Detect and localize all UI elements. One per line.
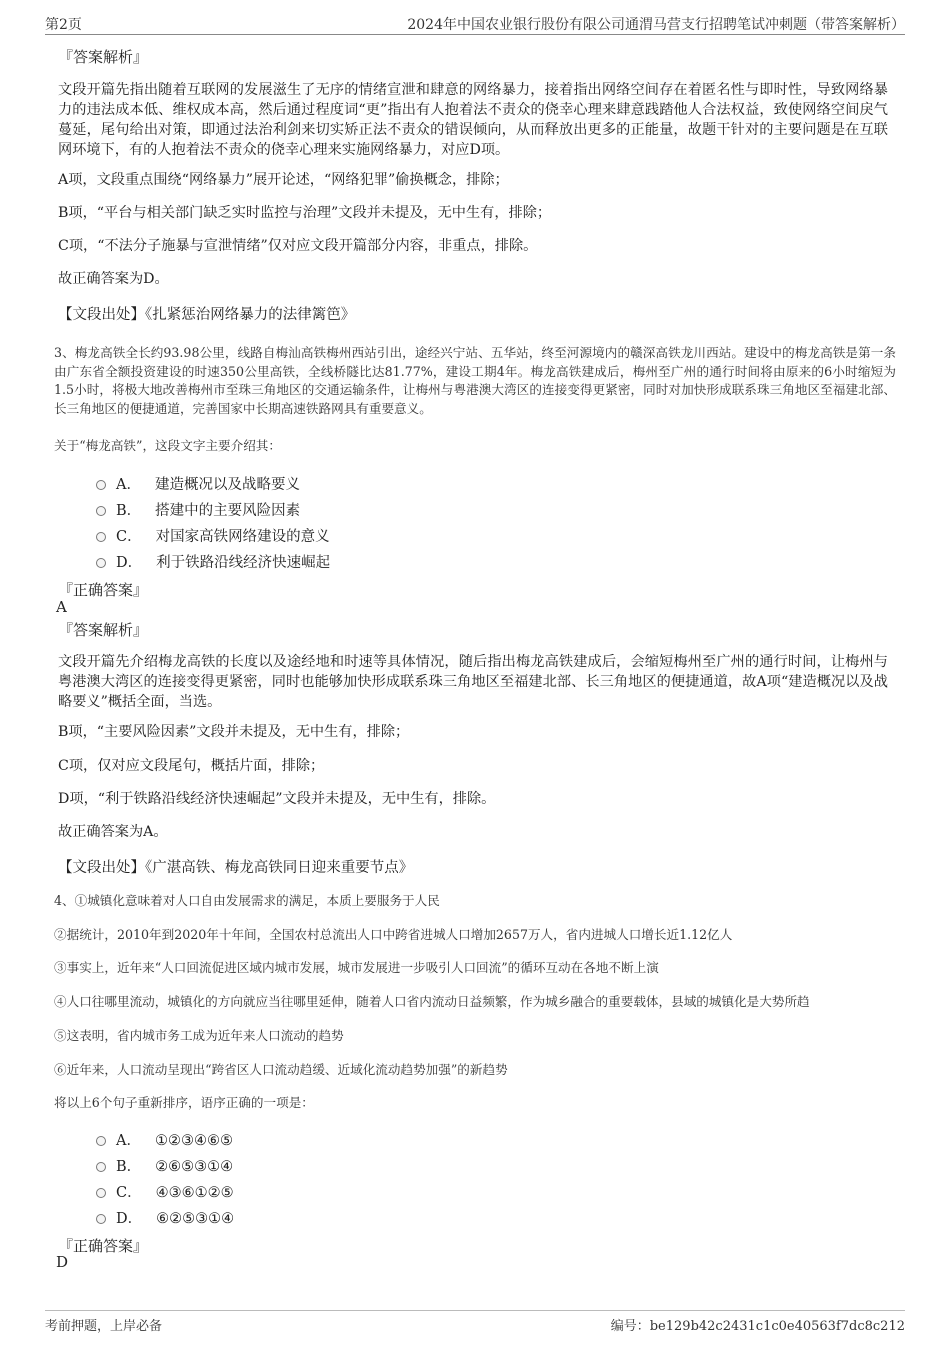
- q2-analysis-label: 『答案解析』: [58, 48, 149, 66]
- q4-question: 将以上6个句子重新排序，语序正确的一项是：: [54, 1095, 314, 1110]
- q3-analysis-text: 文段开篇先介绍梅龙高铁的长度以及途经地和时速等具体情况，随后指出梅龙高铁建成后，会缩短梅州至广州的通行时间，让梅州与粤港澳大湾区的连接变得更紧密，同时也能够加快形成联系珠三角地区至福建北部、长三角地区的便捷通道，故A项“建造概况以及战略要义”概括全面，当选。: [58, 654, 888, 710]
- q4-option-c[interactable]: C． ④③⑥①②⑤: [96, 1181, 234, 1202]
- q3-option-d-analysis: D项，“利于铁路沿线经济快速崛起”文段并未提及，无中生有，排除。: [58, 791, 496, 807]
- q4-option-a[interactable]: A． ①②③④⑥⑤: [96, 1129, 233, 1150]
- q3-option-c-analysis: C项，仅对应文段尾句，概括片面，排除；: [58, 758, 325, 774]
- q3-option-c[interactable]: C． 对国家高铁网络建设的意义: [96, 525, 330, 546]
- q3-answer: A: [56, 598, 67, 616]
- page-number: 第2页: [45, 17, 82, 33]
- q3-stem: 3、梅龙高铁全长约93.98公里，线路自梅汕高铁梅州西站引出，途经兴宁站、五华站，终至河源境内的赣深高铁龙川西站。建设中的梅龙高铁是第一条由广东省全额投资建设的时速350公里高铁，全线桥隧比达81.77%，建设工期4年。梅龙高铁建成后，梅州至广州的通行时间将由原来的6小时缩短为1.5小时，将极大地改善梅州市至珠三角地区的交通运输条件，让梅州与粤港澳大湾区的连接变得更紧密，同时对加快形成联系珠三角地区至福建北部、长三角地区的便捷通道，完善国家中长期高速铁路网具有重要意义。: [54, 345, 896, 416]
- page-footer: [45, 1310, 905, 1335]
- q4-answer-label: 『正确答案』: [58, 1237, 149, 1255]
- q3-answer-label: 『正确答案』: [58, 581, 149, 599]
- document-title: 2024年中国农业银行股份有限公司通渭马营支行招聘笔试冲刺题（带答案解析）: [407, 17, 905, 33]
- radio-icon[interactable]: [96, 558, 106, 568]
- q2-option-a-analysis: A项，文段重点围绕“网络暴力”展开论述，“网络犯罪”偷换概念，排除；: [58, 172, 509, 188]
- q4-sentence-5: ⑤这表明，省内城市务工成为近年来人口流动的趋势: [54, 1028, 344, 1043]
- radio-icon[interactable]: [96, 1214, 106, 1224]
- q4-sentence-1: 4、①城镇化意味着对人口自由发展需求的满足，本质上要服务于人民: [54, 893, 440, 908]
- q3-conclusion: 故正确答案为A。: [58, 824, 168, 840]
- page-header: [45, 14, 905, 35]
- q2-analysis-text: 文段开篇先指出随着互联网的发展滋生了无序的情绪宣泄和肆意的网络暴力，接着指出网络空间存在着匿名性与即时性，导致网络暴力的违法成本低、维权成本高，然后通过程度词“更”指出有人抱着法不责众的侥幸心理来肆意践踏他人合法权益，致使网络空间戾气蔓延，尾句给出对策，即通过法治利剑来切实矫正法不责众的错误倾向，从而释放出更多的正能量，故题干针对的主要问题是在互联网环境下，有的人抱着法不责众的侥幸心理来实施网络暴力，对应D项。: [58, 82, 888, 158]
- q4-sentence-3: ③事实上，近年来“人口回流促进区域内城市发展，城市发展进一步吸引人口回流”的循环互动在各地不断上演: [54, 960, 659, 975]
- footer-slogan: 考前押题，上岸必备: [45, 1319, 163, 1334]
- radio-icon[interactable]: [96, 480, 106, 490]
- q4-sentence-2: ②据统计，2010年到2020年十年间，全国农村总流出人口中跨省进城人口增加2657万人，省内进城人口增长近1.12亿人: [54, 927, 733, 942]
- q4-sentence-6: ⑥近年来，人口流动呈现出“跨省区人口流动趋缓、近域化流动趋势加强”的新趋势: [54, 1062, 508, 1077]
- radio-icon[interactable]: [96, 1136, 106, 1146]
- q3-analysis-label: 『答案解析』: [58, 621, 149, 639]
- radio-icon[interactable]: [96, 1188, 106, 1198]
- document-id: 编号：be129b42c2431c1c0e40563f7dc8c212: [610, 1319, 905, 1334]
- q4-option-b[interactable]: B． ②⑥⑤③①④: [96, 1155, 233, 1176]
- q3-option-a[interactable]: A． 建造概况以及战略要义: [96, 473, 300, 494]
- q4-option-d[interactable]: D． ⑥②⑤③①④: [96, 1207, 234, 1228]
- q2-conclusion: 故正确答案为D。: [58, 271, 169, 287]
- radio-icon[interactable]: [96, 532, 106, 542]
- q3-source: 【文段出处】《广湛高铁、梅龙高铁同日迎来重要节点》: [58, 860, 414, 876]
- q4-answer: D: [56, 1253, 69, 1271]
- q2-option-b-analysis: B项，“平台与相关部门缺乏实时监控与治理”文段并未提及，无中生有，排除；: [58, 205, 552, 221]
- radio-icon[interactable]: [96, 1162, 106, 1172]
- q3-option-b-analysis: B项，“主要风险因素”文段并未提及，无中生有，排除；: [58, 724, 410, 740]
- q3-question: 关于“梅龙高铁”，这段文字主要介绍其：: [54, 438, 281, 453]
- q2-source: 【文段出处】《扎紧惩治网络暴力的法律篱笆》: [58, 307, 356, 323]
- radio-icon[interactable]: [96, 506, 106, 516]
- q3-option-d[interactable]: D． 利于铁路沿线经济快速崛起: [96, 551, 330, 572]
- q2-option-c-analysis: C项，“不法分子施暴与宣泄情绪”仅对应文段开篇部分内容，非重点，排除。: [58, 238, 538, 254]
- q3-option-b[interactable]: B． 搭建中的主要风险因素: [96, 499, 300, 520]
- q4-sentence-4: ④人口往哪里流动，城镇化的方向就应当往哪里延伸，随着人口省内流动日益频繁，作为城乡融合的重要载体，县域的城镇化是大势所趋: [54, 994, 810, 1009]
